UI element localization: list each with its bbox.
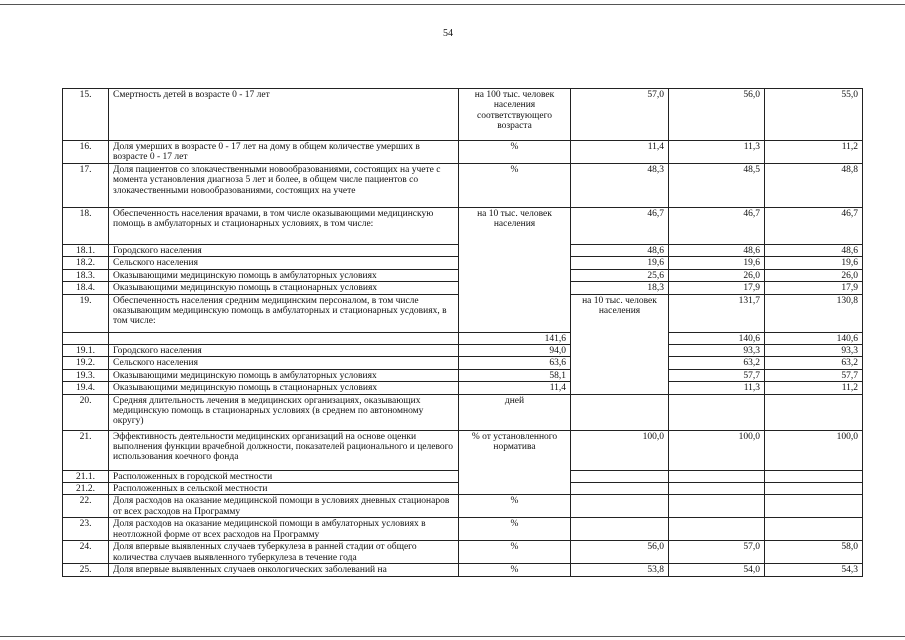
value-year1-cell: 48,6 xyxy=(571,245,669,257)
value-year2-cell: 26,0 xyxy=(669,269,765,281)
indicator-name-cell: Доля впервые выявленных случаев онкологических заболеваний на xyxy=(109,564,459,576)
value-year2-cell: 100,0 xyxy=(669,430,765,470)
value-year1-cell: 56,0 xyxy=(571,541,669,564)
table-row xyxy=(63,89,863,141)
indicator-name-cell: Доля расходов на оказание медицинской помощи в условиях дневных стационаров от всех расходов на Программу xyxy=(109,495,459,518)
value-year1-cell: 63,6 xyxy=(459,357,571,369)
row-number-cell: 18.1. xyxy=(63,245,109,257)
row-number-cell: 21. xyxy=(63,430,109,470)
table-row xyxy=(63,345,863,357)
indicator-name-cell: Доля впервые выявленных случаев туберкулеза в ранней стадии от общего количества случаев выявленного туберкулеза в течение года xyxy=(109,541,459,564)
value-year1-cell: 131,7 xyxy=(669,294,765,332)
value-year1-cell xyxy=(571,394,669,430)
value-year2-cell: 140,6 xyxy=(669,332,765,344)
value-year2-cell xyxy=(669,394,765,430)
row-number-cell: 21.2. xyxy=(63,483,109,495)
value-year2-cell: 130,8 xyxy=(765,294,863,332)
value-year2-cell xyxy=(669,470,765,482)
unit-cell: на 10 тыс. человек населения xyxy=(571,294,669,394)
row-number-cell: 19. xyxy=(63,294,109,332)
unit-cell: % xyxy=(459,164,571,208)
value-year3-cell xyxy=(765,483,863,495)
row-number-cell xyxy=(63,332,109,344)
value-year3-cell: 93,3 xyxy=(765,345,863,357)
value-year3-cell: 55,0 xyxy=(765,89,863,141)
indicator-name-cell: Средняя длительность лечения в медицинских организациях, оказывающих медицинскую помощь в стационарных условиях (в среднем по автономному округу) xyxy=(109,394,459,430)
value-year2-cell: 48,6 xyxy=(669,245,765,257)
row-number-cell: 18.2. xyxy=(63,257,109,269)
value-year2-cell: 19,6 xyxy=(669,257,765,269)
value-year3-cell: 100,0 xyxy=(765,430,863,470)
value-year1-cell: 53,8 xyxy=(571,564,669,576)
value-year3-cell: 26,0 xyxy=(765,269,863,281)
value-year3-cell: 57,7 xyxy=(765,369,863,381)
value-year2-cell xyxy=(669,495,765,518)
value-year1-cell: 100,0 xyxy=(571,430,669,470)
value-year2-cell: 54,0 xyxy=(669,564,765,576)
value-year1-cell xyxy=(571,518,669,541)
value-year3-cell: 140,6 xyxy=(765,332,863,344)
value-year2-cell xyxy=(669,483,765,495)
value-year3-cell: 54,3 xyxy=(765,564,863,576)
indicator-name-cell: Оказывающими медицинскую помощь в стационарных условиях xyxy=(109,382,459,394)
table-row xyxy=(63,164,863,208)
row-number-cell: 20. xyxy=(63,394,109,430)
value-year2-cell: 46,7 xyxy=(669,208,765,245)
value-year2-cell: 56,0 xyxy=(669,89,765,141)
row-number-cell: 17. xyxy=(63,164,109,208)
unit-cell: % от установленного норматива xyxy=(459,430,571,495)
indicator-name-cell: Сельского населения xyxy=(109,357,459,369)
value-year2-cell: 17,9 xyxy=(669,282,765,294)
indicator-name-cell: Обеспеченность населения врачами, в том числе оказывающими медицинскую помощь в амбулаторных и стационарных условиях, в том числе: xyxy=(109,208,459,245)
value-year1-cell: 11,4 xyxy=(459,382,571,394)
value-year3-cell: 11,2 xyxy=(765,141,863,164)
value-year2-cell: 11,3 xyxy=(669,382,765,394)
table-row xyxy=(63,564,863,576)
indicator-name-cell: Расположенных в сельской местности xyxy=(109,483,459,495)
indicator-name-cell: Эффективность деятельности медицинских организаций на основе оценки выполнения функции врачебной должности, показателей рационального и целевого использования коечного фонда xyxy=(109,430,459,470)
indicator-name-cell: Доля умерших в возрасте 0 - 17 лет на дому в общем количестве умерших в возрасте 0 - 17 лет xyxy=(109,141,459,164)
value-year2-cell: 48,5 xyxy=(669,164,765,208)
indicator-name-cell: Оказывающими медицинскую помощь в амбулаторных условиях xyxy=(109,269,459,281)
value-year2-cell: 57,7 xyxy=(669,369,765,381)
unit-cell: % xyxy=(459,141,571,164)
row-number-cell: 15. xyxy=(63,89,109,141)
scan-bottom-edge xyxy=(0,636,905,637)
indicator-name-cell: Городского населения xyxy=(109,245,459,257)
value-year3-cell: 11,2 xyxy=(765,382,863,394)
value-year1-cell xyxy=(571,470,669,482)
table-row xyxy=(63,394,863,430)
value-year1-cell: 11,4 xyxy=(571,141,669,164)
value-year1-cell: 18,3 xyxy=(571,282,669,294)
indicator-name-cell: Доля пациентов со злокачественными новообразованиями, состоящих на учете с момента установления диагноза 5 лет и более, в общем числе пациентов со злокачественными новообразованиями, состоящих на учете xyxy=(109,164,459,208)
indicator-name-cell: Оказывающими медицинскую помощь в стационарных условиях xyxy=(109,282,459,294)
table-row xyxy=(63,430,863,470)
table-row xyxy=(63,208,863,245)
unit-cell: на 10 тыс. человек населения xyxy=(459,208,571,333)
row-number-cell: 18.3. xyxy=(63,269,109,281)
row-number-cell: 24. xyxy=(63,541,109,564)
value-year1-cell: 141,6 xyxy=(459,332,571,344)
row-number-cell: 19.2. xyxy=(63,357,109,369)
unit-cell: % xyxy=(459,541,571,564)
value-year2-cell: 57,0 xyxy=(669,541,765,564)
unit-cell: % xyxy=(459,564,571,576)
row-number-cell: 16. xyxy=(63,141,109,164)
table-row xyxy=(63,518,863,541)
value-year3-cell xyxy=(765,495,863,518)
value-year1-cell: 25,6 xyxy=(571,269,669,281)
row-number-cell: 19.4. xyxy=(63,382,109,394)
row-number-cell: 23. xyxy=(63,518,109,541)
table-row xyxy=(63,141,863,164)
unit-cell: % xyxy=(459,518,571,541)
value-year1-cell: 57,0 xyxy=(571,89,669,141)
indicator-name-cell: Городского населения xyxy=(109,345,459,357)
value-year3-cell: 48,8 xyxy=(765,164,863,208)
scan-top-edge xyxy=(0,4,905,5)
value-year3-cell xyxy=(765,470,863,482)
table-row xyxy=(63,369,863,381)
value-year2-cell xyxy=(669,518,765,541)
indicator-name-cell: Обеспеченность населения средним медицинским персоналом, в том числе оказывающим медицинскую помощь в амбулаторных и стационарных усдовиях, в том числе: xyxy=(109,294,459,332)
value-year2-cell: 11,3 xyxy=(669,141,765,164)
value-year1-cell: 58,1 xyxy=(459,369,571,381)
row-number-cell: 19.1. xyxy=(63,345,109,357)
value-year3-cell: 19,6 xyxy=(765,257,863,269)
value-year3-cell: 63,2 xyxy=(765,357,863,369)
value-year3-cell: 48,6 xyxy=(765,245,863,257)
unit-cell: на 100 тыс. человек населения соответствующего возраста xyxy=(459,89,571,141)
value-year1-cell xyxy=(571,495,669,518)
indicator-name-cell: Расположенных в городской местности xyxy=(109,470,459,482)
indicator-name-cell: Оказывающими медицинскую помощь в амбулаторных условиях xyxy=(109,369,459,381)
value-year1-cell: 46,7 xyxy=(571,208,669,245)
row-number-cell: 18.4. xyxy=(63,282,109,294)
value-year1-cell: 94,0 xyxy=(459,345,571,357)
table-row xyxy=(63,495,863,518)
value-year3-cell: 46,7 xyxy=(765,208,863,245)
row-number-cell: 19.3. xyxy=(63,369,109,381)
table-row xyxy=(63,541,863,564)
value-year2-cell: 63,2 xyxy=(669,357,765,369)
indicators-table xyxy=(62,88,863,577)
table-row xyxy=(63,332,863,344)
value-year3-cell xyxy=(765,394,863,430)
unit-cell: дней xyxy=(459,394,571,430)
table-row xyxy=(63,382,863,394)
value-year2-cell: 93,3 xyxy=(669,345,765,357)
value-year3-cell xyxy=(765,518,863,541)
value-year3-cell: 17,9 xyxy=(765,282,863,294)
row-number-cell: 21.1. xyxy=(63,470,109,482)
value-year1-cell: 48,3 xyxy=(571,164,669,208)
value-year3-cell: 58,0 xyxy=(765,541,863,564)
value-year1-cell xyxy=(571,483,669,495)
indicator-name-cell xyxy=(109,332,459,344)
row-number-cell: 25. xyxy=(63,564,109,576)
indicator-name-cell: Смертность детей в возрасте 0 - 17 лет xyxy=(109,89,459,141)
value-year1-cell: 19,6 xyxy=(571,257,669,269)
page-number: 54 xyxy=(443,28,453,39)
indicator-name-cell: Доля расходов на оказание медицинской помощи в амбулаторных условиях в неотложной форме от всех расходов на Программу xyxy=(109,518,459,541)
indicator-name-cell: Сельского населения xyxy=(109,257,459,269)
table-row xyxy=(63,357,863,369)
row-number-cell: 22. xyxy=(63,495,109,518)
unit-cell: % xyxy=(459,495,571,518)
row-number-cell: 18. xyxy=(63,208,109,245)
